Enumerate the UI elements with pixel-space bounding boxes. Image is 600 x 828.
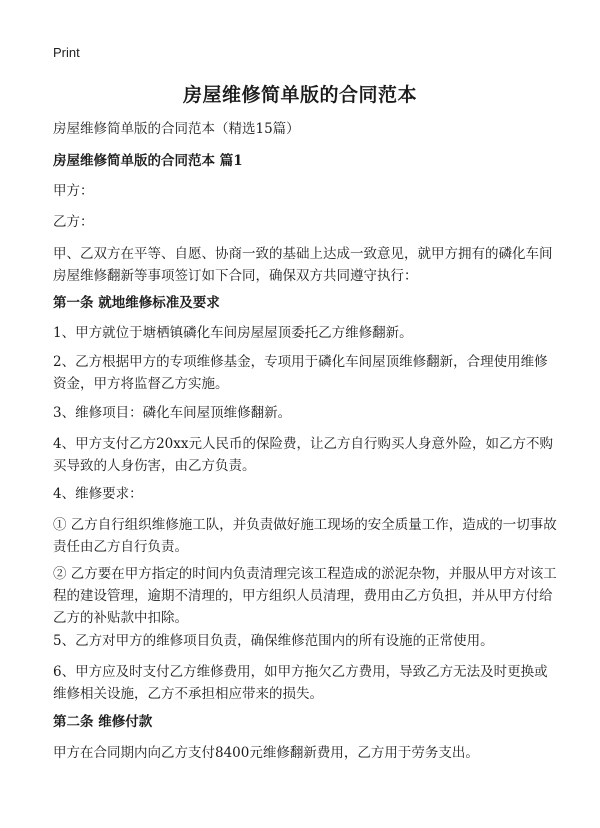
- clause-3: 3、维修项目：磷化车间屋顶维修翻新。: [53, 405, 292, 421]
- clause-1: 1、甲方就位于塘栖镇磷化车间房屋屋顶委托乙方维修翻新。: [53, 325, 413, 341]
- intro-paragraph: 甲、乙双方在平等、自愿、协商一致的基础上达成一致意见，就甲方拥有的磷化车间房屋维修翻新等事项签订如下合同，确保双方共同遵守执行：: [53, 246, 553, 284]
- article-2-heading: 第二条 维修付款: [53, 714, 153, 730]
- section-heading: 房屋维修简单版的合同范本 篇1: [53, 153, 243, 169]
- print-link[interactable]: Print: [53, 45, 80, 60]
- document-title: 房屋维修简单版的合同范本: [182, 84, 417, 106]
- clause-2: 2、乙方根据甲方的专项维修基金，专项用于磷化车间屋顶维修翻新，合理使用维修资金，甲方将监督乙方实施。: [53, 354, 548, 392]
- party-a-label: 甲方：: [53, 183, 94, 199]
- clause-6: 6、甲方应及时支付乙方维修费用，如甲方拖欠乙方费用，导致乙方无法及时更换或维修相关设施，乙方不承担相应带来的损失。: [53, 664, 548, 702]
- article-1-heading: 第一条 就地维修标准及要求: [53, 295, 220, 311]
- payment-clause: 甲方在合同期内向乙方支付8400元维修翻新费用，乙方用于劳务支出。: [53, 745, 479, 761]
- party-b-label: 乙方：: [53, 214, 94, 230]
- requirement-2: ② 乙方要在甲方指定的时间内负责清理完该工程造成的淤泥杂物，并服从甲方对该工程的建设管理，逾期不清理的，甲方组织人员清理，费用由乙方负担，并从甲方付给乙方的补贴款中扣除。: [53, 566, 557, 626]
- requirement-1: ① 乙方自行组织维修施工队，并负责做好施工现场的安全质量工作，造成的一切事故责任由乙方自行负责。: [53, 517, 557, 555]
- document-subtitle: 房屋维修简单版的合同范本（精选15篇）: [53, 121, 300, 137]
- clause-5: 5、乙方对甲方的维修项目负责，确保维修范围内的所有设施的正常使用。: [53, 633, 494, 649]
- clause-4: 4、甲方支付乙方20xx元人民币的保险费，让乙方自行购买人身意外险，如乙方不购买导致的人身伤害，由乙方负责。: [53, 436, 553, 474]
- clause-4-requirements: 4、维修要求：: [53, 486, 143, 502]
